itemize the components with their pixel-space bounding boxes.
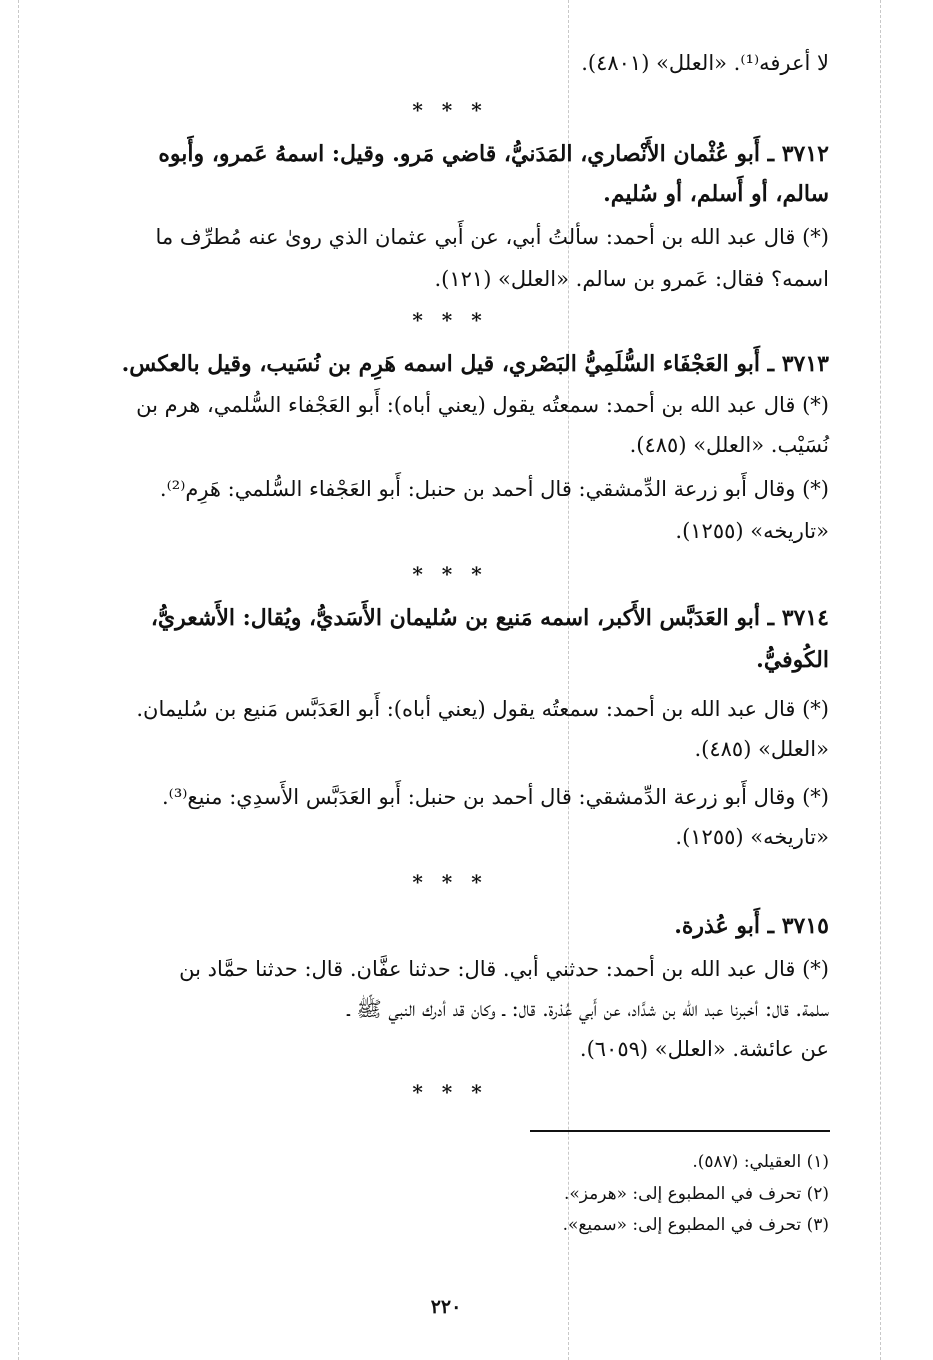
footnote-2: (٢) تحرف في المطبوع إلى: «هرمز». xyxy=(563,1184,829,1204)
entry-3712-paragraph-line-2: اسمه؟ فقال: عَمرو بن سالم. «العلل» (١٢١). xyxy=(434,267,829,291)
entry-3714-paragraph-2-line-1: (*) وقال أَبو زرعة الدِّمشقي: قال أحمد بن حنبل: أَبو العَدَبَّس الأَسدِي: منيع⁽³⁾. xyxy=(162,785,829,809)
entry-3713-paragraph-2-line-1: (*) وقال أَبو زرعة الدِّمشقي: قال أحمد بن حنبل: أَبو العَجْفاء السُّلمي: هَرِم⁽²⁾. xyxy=(159,477,829,501)
entry-3714-paragraph-1-line-1: (*) قال عبد الله بن أحمد: سمعتُه يقول (يعني أباه): أَبو العَدَبَّس مَنيع بن سُليمان. xyxy=(136,697,829,721)
entry-3715-heading-line-1: ٣٧١٥ ـ أَبو عُذرة. xyxy=(674,913,829,939)
entry-3714-heading-line-2: الكُوفيُّ. xyxy=(756,647,829,673)
entry-3712-paragraph-line-1: (*) قال عبد الله بن أحمد: سألتُ أبي، عن أَبي عثمان الذي روىٰ عنه مُطرِّف ما xyxy=(155,225,829,249)
entry-3713-heading-line-1: ٣٧١٣ ـ أَبو العَجْفَاء السُّلَمِيُّ البَصْري، قيل اسمه هَرِم بن نُسَيب، وقيل بالعكس. xyxy=(121,351,829,377)
entry-3712-heading-line-2: سالم، أو أَسلم، أو سُليم. xyxy=(603,181,829,207)
footnote-1: (١) العقيلي: (٥٨٧). xyxy=(692,1152,829,1172)
separator-3: * * * xyxy=(412,562,488,586)
entry-3713-paragraph-1-line-2: نُسَيْب. «العلل» (٤٨٥). xyxy=(629,433,829,457)
intro-line: لا أعرفه⁽¹⁾. «العلل» (٤٨٠١). xyxy=(581,51,829,75)
entry-3715-paragraph-line-1: (*) قال عبد الله بن أحمد: حدثني أبي. قال: حدثنا عفَّان. قال: حدثنا حمَّاد بن xyxy=(179,957,829,981)
footnote-3: (٣) تحرف في المطبوع إلى: «سميع». xyxy=(562,1215,829,1235)
footnote-divider xyxy=(530,1130,830,1132)
separator-4: * * * xyxy=(412,870,488,894)
entry-3714-paragraph-1-line-2: «العلل» (٤٨٥). xyxy=(694,737,829,761)
entry-3714-heading-line-1: ٣٧١٤ ـ أبو العَدَبَّس الأَكبر، اسمه مَنيع بن سُليمان الأَسَديُّ، ويُقال: الأَشعريُّ، xyxy=(150,605,829,631)
entry-3714-paragraph-2-line-2: «تاريخه» (١٢٥٥). xyxy=(675,825,829,849)
entry-3715-paragraph-line-3: عن عائشة. «العلل» (٦٠٥٩). xyxy=(579,1037,829,1061)
entry-3715-paragraph-line-2: سلمة. قال: أخبرنا عبد الله بن شدَّاد، عن أَبي عُذرة. قال: ـ وكان قد أدرك النبي ﷺ ـ xyxy=(347,997,829,1021)
entry-3713-paragraph-2-line-2: «تاريخه» (١٢٥٥). xyxy=(675,519,829,543)
entry-3713-paragraph-1-line-1: (*) قال عبد الله بن أحمد: سمعتُه يقول (يعني أباه): أَبو العَجْفاء السُّلمي، هرم بن xyxy=(136,393,829,417)
scan-guide-line-right xyxy=(880,0,881,1360)
separator-1: * * * xyxy=(412,98,488,122)
separator-2: * * * xyxy=(412,308,488,332)
separator-5: * * * xyxy=(412,1080,488,1104)
page-number: ٢٢٠ xyxy=(430,1296,462,1318)
scan-guide-line-left xyxy=(18,0,19,1360)
entry-3712-heading-line-1: ٣٧١٢ ـ أَبو عُثْمان الأَنْصاري، المَدَنيُّ، قاضي مَرو. وقيل: اسمهُ عَمرو، وأَبوه xyxy=(158,141,829,167)
